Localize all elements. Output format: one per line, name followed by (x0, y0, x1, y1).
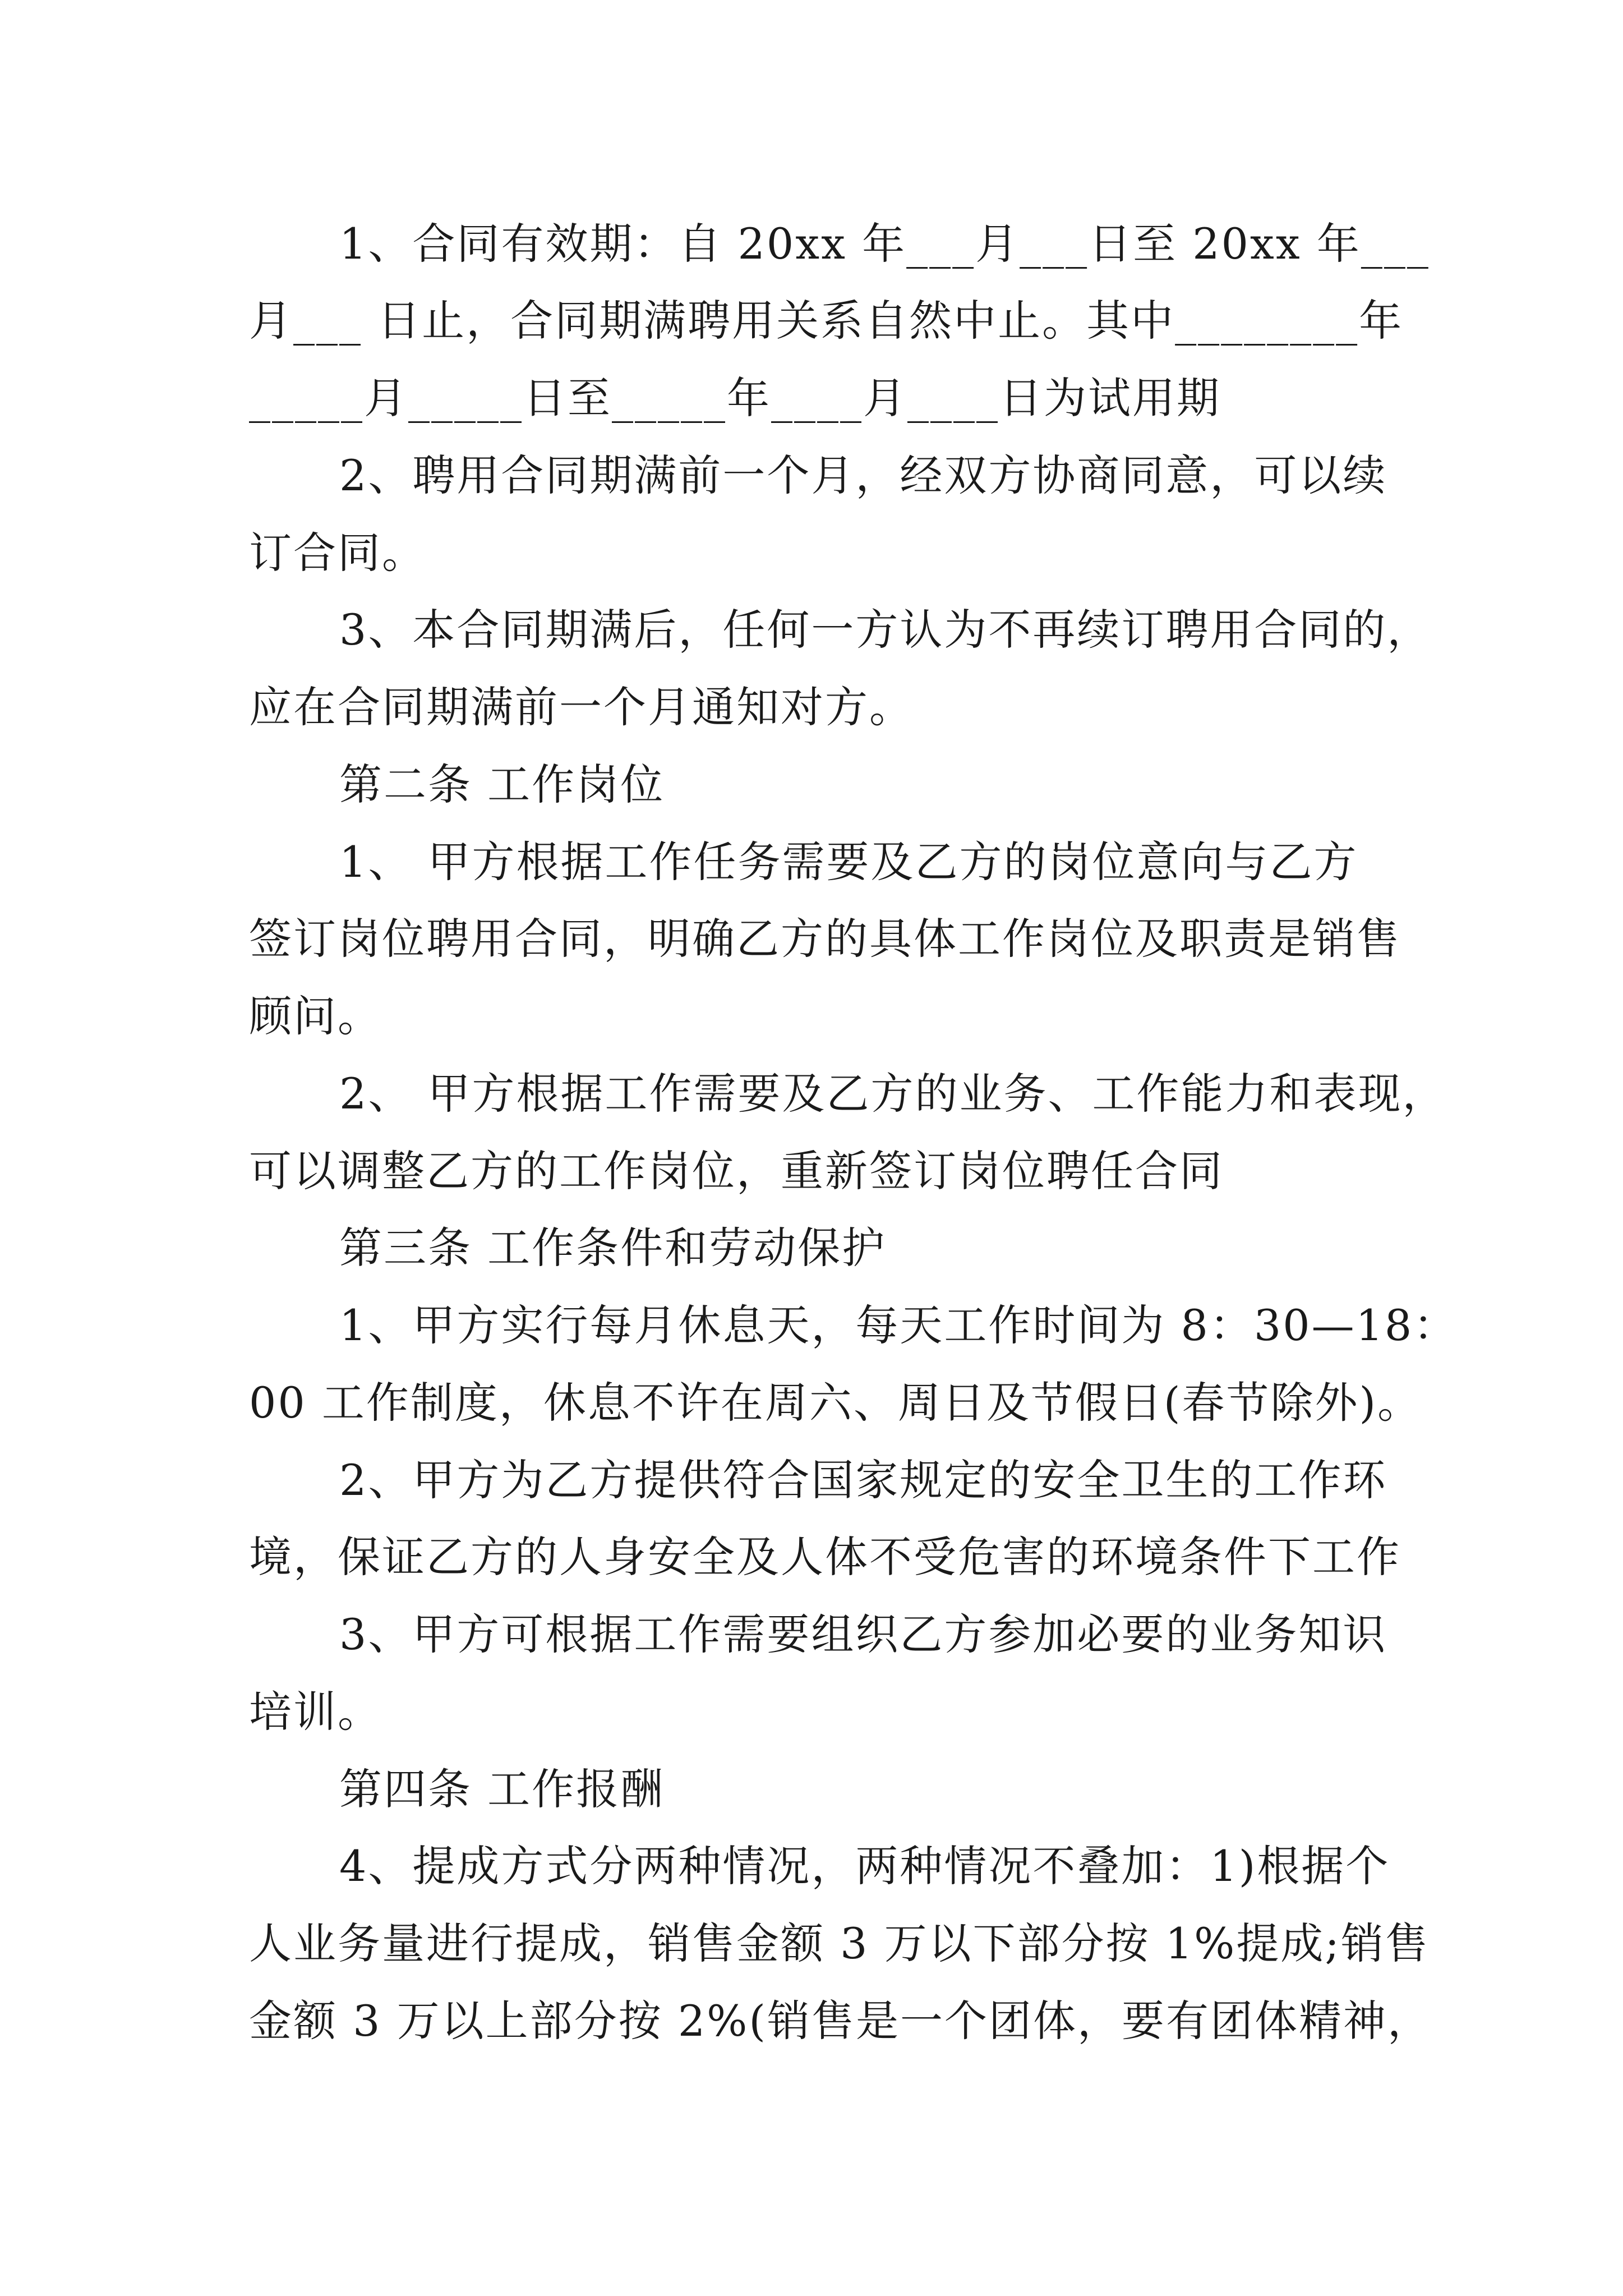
paragraph-line: 3、甲方可根据工作需要组织乙方参加必要的业务知识 (339, 1609, 1387, 1659)
paragraph-line: 订合同。 (249, 528, 426, 578)
paragraph-line: 4、提成方式分两种情况，两种情况不叠加：1)根据个 (339, 1841, 1390, 1891)
paragraph-line: 2、甲方为乙方提供符合国家规定的安全卫生的工作环 (339, 1455, 1387, 1505)
paragraph-line: 金额 3 万以上部分按 2%(销售是一个团体，要有团体精神， (249, 1996, 1432, 2046)
section-heading: 第二条 工作岗位 (339, 760, 665, 809)
section-heading: 第四条 工作报酬 (339, 1764, 665, 1814)
paragraph-line: 2、 甲方根据工作需要及乙方的业务、工作能力和表现， (339, 1069, 1447, 1119)
paragraph-line: 境，保证乙方的人身安全及人体不受危害的环境条件下工作 (249, 1532, 1401, 1582)
paragraph-line: _____月_____日至_____年____月____日为试用期 (249, 373, 1221, 423)
paragraph-line: 1、合同有效期：自 20xx 年___月___日至 20xx 年___ (339, 219, 1430, 269)
paragraph-line: 可以调整乙方的工作岗位，重新签订岗位聘任合同 (249, 1146, 1224, 1196)
paragraph-line: 1、 甲方根据工作任务需要及乙方的岗位意向与乙方 (339, 837, 1358, 887)
paragraph-line: 3、本合同期满后，任何一方认为不再续订聘用合同的， (339, 605, 1432, 655)
paragraph-line: 应在合同期满前一个月通知对方。 (249, 682, 914, 732)
paragraph-line: 1、甲方实行每月休息天，每天工作时间为 8：30—18： (339, 1300, 1458, 1350)
paragraph-line: 签订岗位聘用合同，明确乙方的具体工作岗位及职责是销售 (249, 914, 1401, 964)
section-heading: 第三条 工作条件和劳动保护 (339, 1223, 887, 1273)
paragraph-line: 顾问。 (249, 991, 382, 1041)
paragraph-line: 月___ 日止，合同期满聘用关系自然中止。其中________年 (249, 296, 1404, 346)
paragraph-line: 00 工作制度，休息不许在周六、周日及节假日(春节除外)。 (249, 1378, 1422, 1428)
paragraph-line: 培训。 (249, 1687, 382, 1737)
paragraph-line: 2、聘用合同期满前一个月，经双方协商同意，可以续 (339, 450, 1387, 500)
paragraph-line: 人业务量进行提成，销售金额 3 万以下部分按 1%提成;销售 (249, 1918, 1430, 1968)
